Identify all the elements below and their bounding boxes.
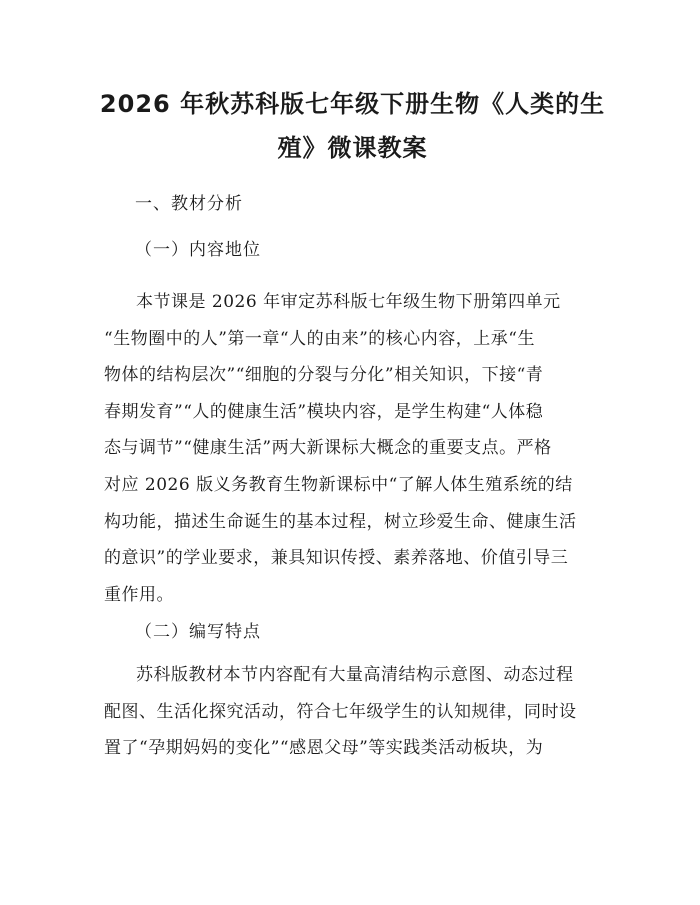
paragraph-line: 重作用。 xyxy=(104,584,174,605)
paragraph-writing-features xyxy=(104,663,604,773)
paragraph-content-position xyxy=(104,290,604,619)
paragraph-line: 态与调节”“健康生活”两大新课标大概念的重要支点。严格 xyxy=(104,438,552,459)
document-title-line-2: 殖》微课教案 xyxy=(277,134,428,162)
paragraph-line: 置了“孕期妈妈的变化”“感恩父母”等实践类活动板块，为 xyxy=(104,738,544,759)
paragraph-line: 对应 2026 版义务教育生物新课标中“了解人体生殖系统的结 xyxy=(104,474,573,495)
paragraph-line: 春期发育”“人的健康生活”模块内容，是学生构建“人体稳 xyxy=(104,401,544,422)
paragraph-line: 物体的结构层次”“细胞的分裂与分化”相关知识，下接“青 xyxy=(104,365,544,386)
document-title-line-1: 2026 年秋苏科版七年级下册生物《人类的生 xyxy=(99,90,606,118)
section-heading-textbook-analysis: 一、教材分析 xyxy=(135,194,243,214)
subsection-heading-writing-features: （二）编写特点 xyxy=(135,622,261,642)
paragraph-line: 配图、生活化探究活动，符合七年级学生的认知规律，同时设 xyxy=(104,701,577,722)
paragraph-line: 构功能，描述生命诞生的基本过程，树立珍爱生命、健康生活 xyxy=(104,511,577,532)
paragraph-line: 本节课是 2026 年审定苏科版七年级生物下册第四单元 xyxy=(136,292,561,312)
paragraph-line: “生物圈中的人”第一章“人的由来”的核心内容，上承“生 xyxy=(104,328,535,349)
subsection-heading-content-position: （一）内容地位 xyxy=(135,240,261,260)
paragraph-line: 苏科版教材本节内容配有大量高清结构示意图、动态过程 xyxy=(136,665,574,685)
paragraph-line: 的意识”的学业要求，兼具知识传授、素养落地、价值引导三 xyxy=(104,548,569,569)
